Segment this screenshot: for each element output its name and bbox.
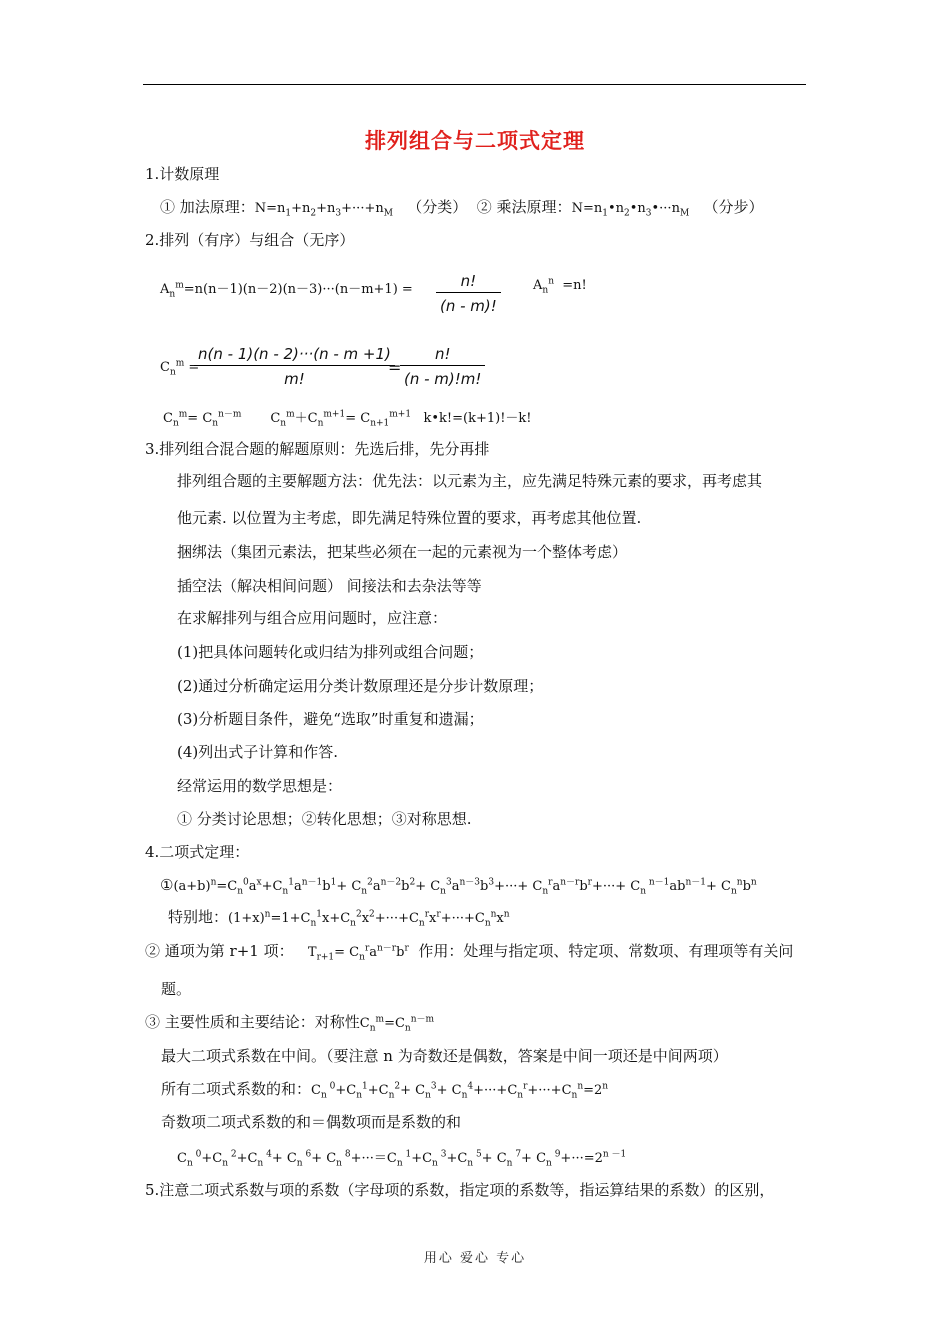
properties-prefix: ③ 主要性质和主要结论：对称性: [145, 1013, 360, 1031]
counting-principles-line: ① 加法原理：$N=n_1+n_2+n_3+\cdot\cdot\cdot+n_M$ （分类） ② 乘法原理：$N=n_1•n_2•n_3•\cdot\cdot\cdot n_M$ （分步）: [160, 198, 764, 219]
permutation-formula: $A_n^m=n(n-1)(n-2)(n-3)\cdot\cdot\cdot(n-m+1)$ =: [160, 280, 413, 300]
full-permutation-formula: $A_n^n =n$!: [533, 276, 587, 296]
max-coefficient-note: 最大二项式系数在中间。（要注意 n 为奇数还是偶数，答案是中间一项还是中间两项）: [161, 1047, 728, 1065]
attention-item-2: (2)通过分析确定运用分类计数原理还是分步计数原理；: [177, 677, 544, 695]
coefficient-sum-prefix: 所有二项式系数的和：: [161, 1080, 312, 1098]
equals-sign: =: [388, 358, 402, 377]
combination-fraction-2-denominator: (n - m)!m!: [404, 370, 482, 388]
properties-line: ③ 主要性质和主要结论：对称性$C_n^m=C_n^{n-m}$: [145, 1013, 435, 1034]
special-case-prefix: 特别地：: [168, 908, 229, 926]
combination-identities: $C_n^m= C_n^{n-m}$ $C_n^m+C_n^{m+1}= C_{n+1}^{m+1}$ k•k!=(k+1)!－k!: [163, 409, 532, 429]
page-footer: 用心 爱心 专心: [423, 1251, 527, 1266]
bundling-method: 捆绑法（集团元素法，把某些必须在一起的元素视为一个整体考虑）: [177, 543, 628, 561]
combination-fraction-1-denominator: m!: [284, 370, 305, 388]
general-term-usage-continued: 题。: [161, 980, 192, 998]
page-title: 排列组合与二项式定理: [365, 128, 585, 153]
coefficient-sum-line: 所有二项式系数的和：$C_n$ $^0+C_n^1+C_n^2+ C_n^3+ C_n^4+\cdot\cdot\cdot+C_n^r+\cdot\cdot\cdot+C_n^n=2^n$: [161, 1080, 609, 1101]
section-5-heading: 5.注意二项式系数与项的系数（字母项的系数，指定项的系数等，指运算结果的系数）的区别，: [145, 1181, 775, 1199]
odd-even-formula: $C_n$ $^0+C_n$ $^2+C_n$ $^4+ C_n$ $^6+ C_n$ $^8+\cdot\cdot\cdot=C_n$ $^1+C_n$ $^3+C_n$ $^5+ C_n$ $^7+ C_n$ $^9+\cdot\cdot\cdot=2^{n -1}$: [177, 1149, 627, 1169]
special-case-formula: 特别地：$(1+x)^n=1+C_n^1x+C_n^2x^2+\cdot\cdot\cdot+C_n^rx^r+\cdot\cdot\cdot+C_n^nx^n$: [168, 908, 510, 929]
attention-item-3: (3)分析题目条件，避免“选取”时重复和遗漏；: [177, 710, 484, 728]
attention-item-4: (4)列出式子计算和作答.: [177, 743, 339, 761]
general-term-prefix: ② 通项为第 r+1 项：: [145, 942, 294, 960]
gap-insertion-method: 插空法（解决相间问题） 间接法和去杂法等等: [177, 577, 482, 595]
section-1-heading: 1.计数原理: [145, 165, 220, 183]
combination-fraction-2-numerator: n!: [400, 345, 485, 366]
section-3-heading: 3.排列组合混合题的解题原则：先选后排，先分再排: [145, 440, 490, 458]
combination-symbol: $C_n^m$ =: [160, 358, 200, 378]
general-term-line: ② 通项为第 r+1 项： $T_{r+1}= C_n^ra^{n-r}b^r$ 作用：处理与指定项、特定项、常数项、有理项等有关问: [145, 942, 794, 963]
math-thinking-list: ① 分类讨论思想；②转化思想；③对称思想.: [177, 810, 472, 828]
general-term-usage: 作用：处理与指定项、特定项、常数项、有理项等有关问: [418, 942, 794, 960]
header-rule: [143, 84, 806, 85]
odd-even-note: 奇数项二项式系数的和＝偶数项而是系数的和: [161, 1113, 462, 1131]
combination-fraction-1-numerator: n(n - 1)(n - 2)···(n - m +1): [194, 345, 395, 366]
combination-fraction-1: [194, 345, 395, 388]
attention-intro: 在求解排列与组合应用问题时，应注意：: [177, 609, 448, 627]
permutation-fraction-denominator: (n - m)!: [440, 297, 497, 315]
method-paragraph-2: 他元素. 以位置为主考虑，即先满足特殊位置的要求，再考虑其他位置.: [177, 509, 642, 527]
permutation-fraction-numerator: n!: [436, 272, 501, 293]
section-4-heading: 4.二项式定理：: [145, 843, 250, 861]
combination-fraction-2: [400, 345, 485, 388]
attention-item-1: (1)把具体问题转化或归结为排列或组合问题；: [177, 643, 484, 661]
binomial-theorem-formula: $①(a+b)^n=C_n^0a^x+C_n^1a^{n-1}b^1+ C_n^2a^{n-2}b^2+ C_n^3a^{n-3}b^3+\cdot\cdot\cdot+ C_n^ra^{n-r}b^r+\cdot\cdot\cdot+ C_n$ $^{n-1}ab^{n-1}+ C_n^nb^n$: [160, 876, 757, 897]
method-paragraph-1: 排列组合题的主要解题方法：优先法：以元素为主，应先满足特殊元素的要求，再考虑其: [177, 472, 763, 490]
permutation-fraction: [436, 272, 501, 315]
math-thinking-intro: 经常运用的数学思想是：: [177, 777, 343, 795]
section-2-heading: 2.排列（有序）与组合（无序）: [145, 231, 355, 249]
